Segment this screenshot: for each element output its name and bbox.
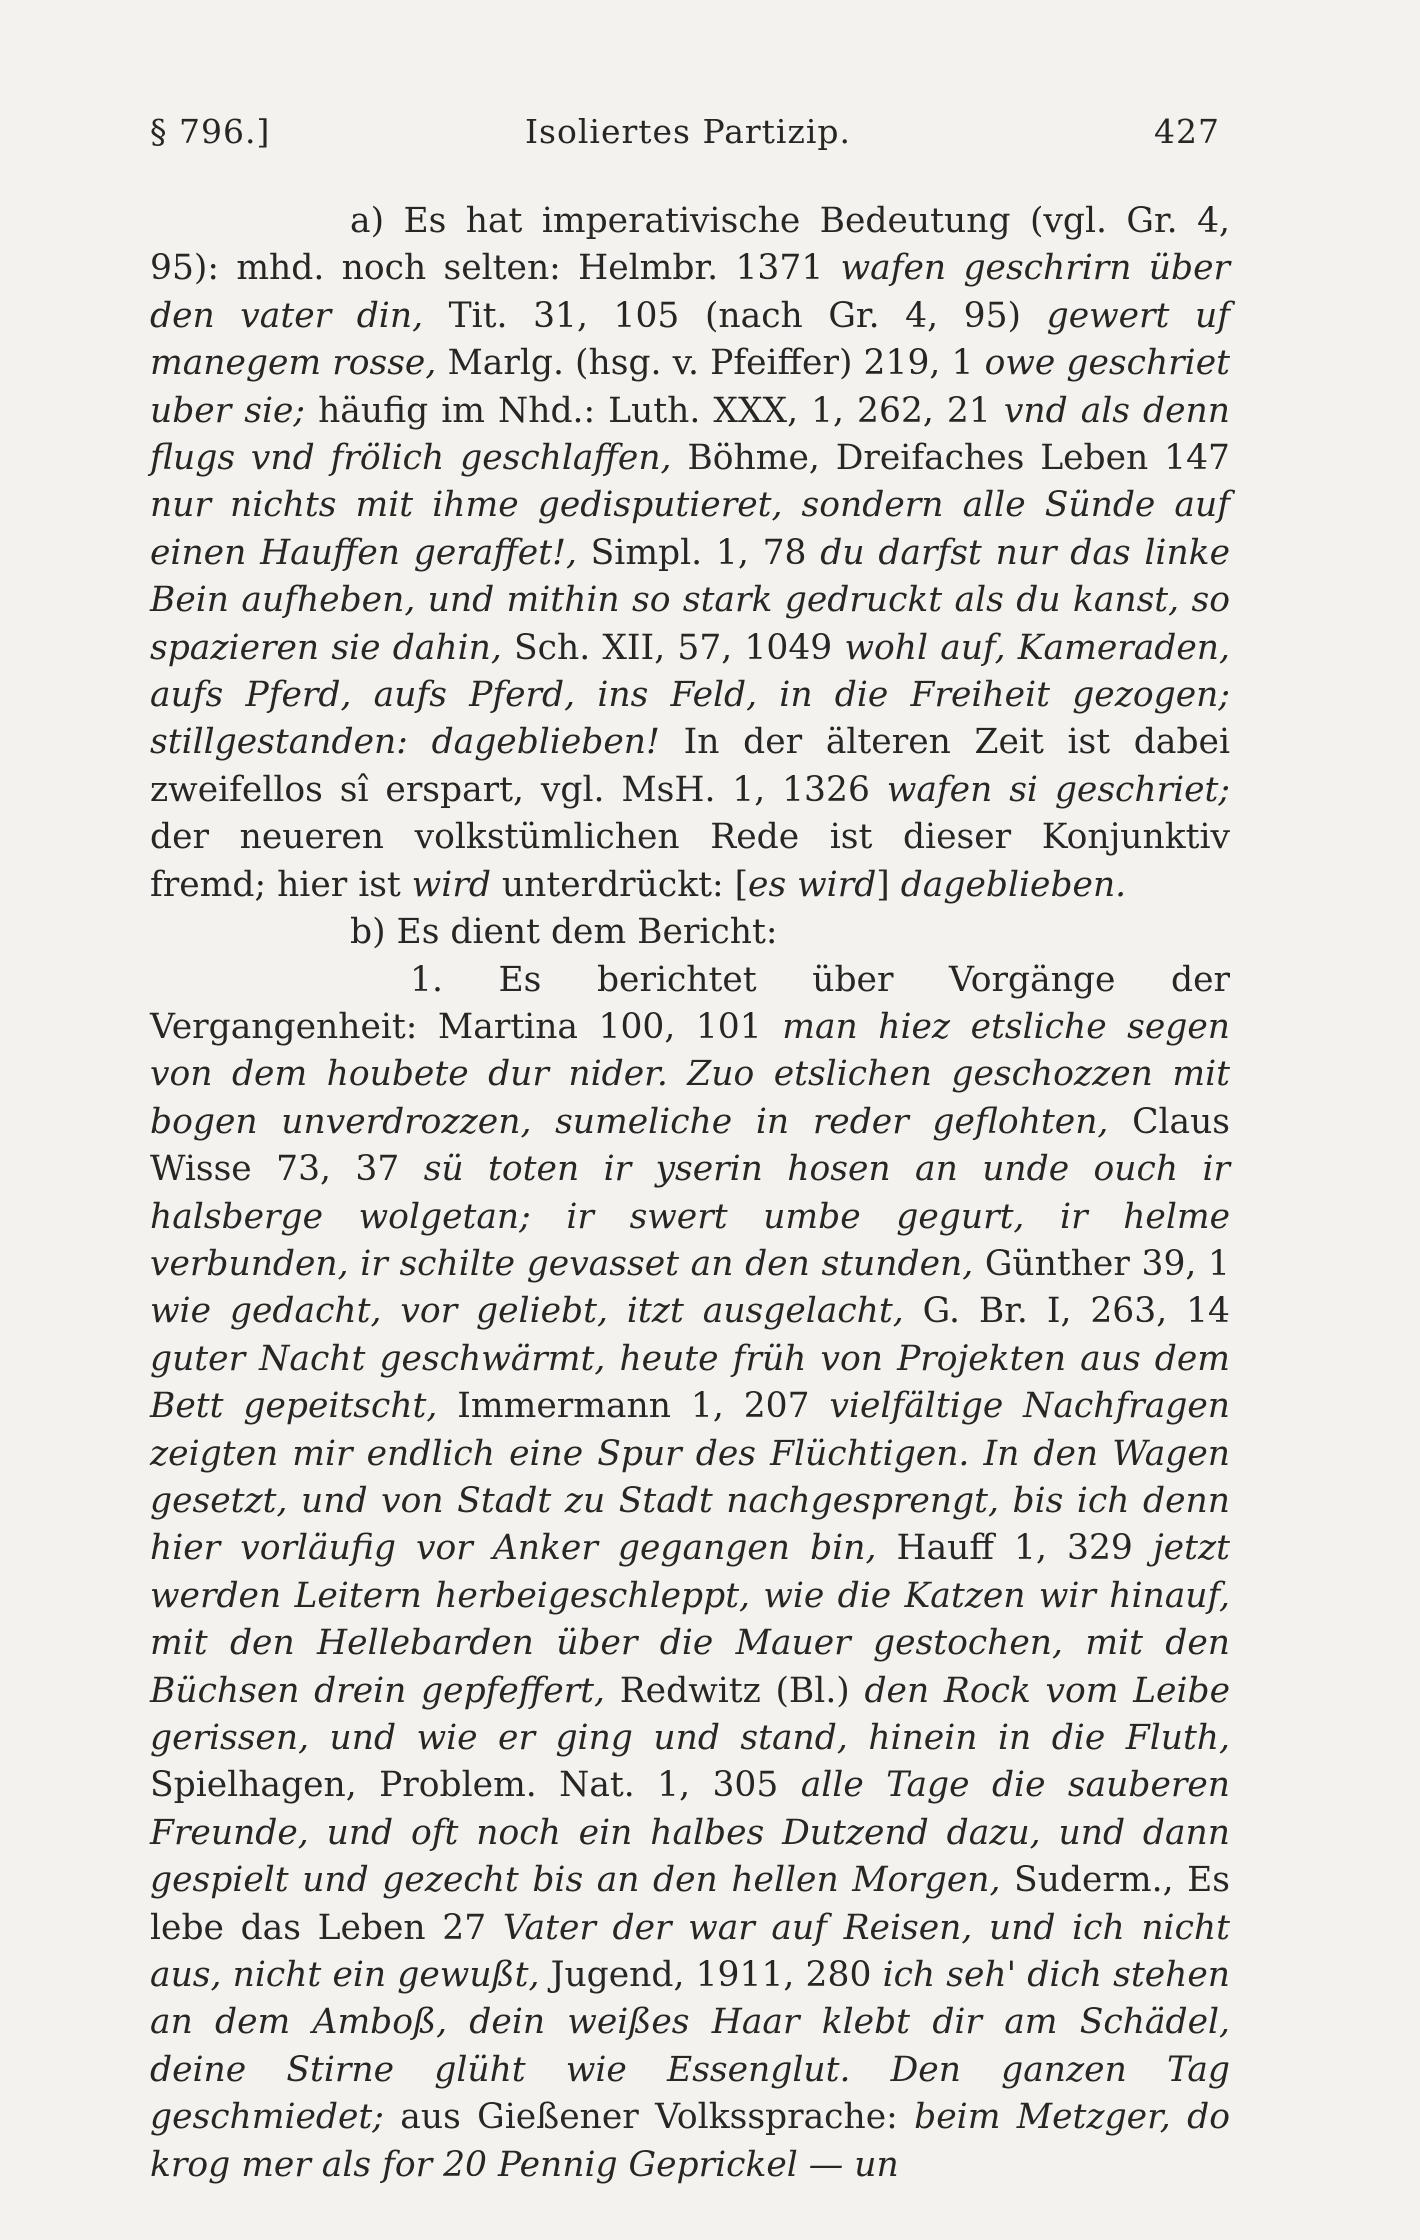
italic-quotation: vnd als denn flugs vnd frölich geschlaffen, bbox=[150, 390, 1230, 479]
italic-quotation: dageblieben. bbox=[900, 864, 1127, 905]
italic-quotation: gewert uf manegem rosse, bbox=[150, 295, 1230, 384]
italic-quotation: jetzt werden Leitern herbeigeschleppt, wie die Katzen wir hinauf, mit den Hellebarden über die Mauer gestochen, mit den Büchsen drein gepfeffert, bbox=[150, 1528, 1230, 1711]
text-run: ] bbox=[876, 864, 901, 905]
italic-quotation: wohl auf, Kameraden, aufs Pferd, aufs Pferd, ins Feld, in die Freiheit gezogen; stillgestanden: dageblieben! bbox=[150, 627, 1230, 763]
italic-quotation: wird bbox=[411, 864, 491, 905]
paragraph-b: b) Es dient dem Bericht: bbox=[350, 912, 778, 953]
text-run: Hauff 1, 329 bbox=[876, 1528, 1153, 1569]
italic-quotation: wafen geschrirn über den vater din, bbox=[150, 248, 1231, 336]
text-run: Böhme, Dreifaches Leben 147 bbox=[671, 438, 1230, 479]
text-run: häufig im Nhd.: Luth. XXX, 1, 262, 21 bbox=[305, 390, 1004, 431]
italic-quotation: owe geschriet uber sie; bbox=[150, 343, 1230, 431]
italic-quotation: du darfst nur das linke Bein aufheben, und mithin so stark gedruckt als du kanst, so spazieren sie dahin, bbox=[150, 532, 1230, 668]
italic-quotation: guter Nacht geschwärmt, heute früh von Projekten aus dem Bett gepeitscht, bbox=[150, 1338, 1230, 1427]
text-run: a) Es hat imperativische Bedeutung (vgl. Gr. 4, 95): mhd. noch selten: Helmbr. 1371 bbox=[150, 201, 1230, 289]
italic-quotation: wafen si geschriet; bbox=[886, 769, 1231, 810]
text-run: G. Br. I, 263, 14 bbox=[903, 1291, 1230, 1332]
text-run: Claus Wisse 73, 37 bbox=[150, 1101, 1231, 1190]
italic-quotation: ich seh' dich stehen an dem Amboß, dein weißes Haar klebt dir am Schädel, deine Stirne glüht wie Essenglut. Den ganzen Tag geschmiedet; bbox=[150, 1955, 1230, 2138]
italic-quotation: alle Tage die sauberen Freunde, und oft noch ein halbes Dutzend dazu, und dann gespielt und gezecht bis an den hellen Morgen, bbox=[150, 1765, 1231, 1901]
italic-quotation: nur nichts mit ihme gedisputieret, sondern alle Sünde auf einen Hauffen geraffet!, bbox=[150, 485, 1230, 573]
text-run: 1. Es berichtet über Vorgänge der Vergangenheit: Martina 100, 101 bbox=[150, 959, 1230, 1047]
italic-quotation: den Rock vom Leibe gerissen, und wie er ging und stand, hinein in die Fluth, bbox=[150, 1670, 1231, 1758]
italic-quotation: beim Metzger, do krog mer als for 20 Pennig Geprickel — un bbox=[150, 2097, 1230, 2185]
text-run: aus Gießener Volkssprache: bbox=[383, 2097, 915, 2138]
page-number: 427 bbox=[1154, 112, 1220, 151]
text-run: Jugend, 1911, 280 bbox=[539, 1955, 883, 1996]
italic-quotation: Vater der war auf Reisen, und ich nicht aus, nicht ein gewußt, bbox=[150, 1907, 1230, 1996]
section-marker: § 796.] bbox=[150, 112, 271, 151]
text-run: Redwitz (Bl.) bbox=[605, 1670, 865, 1711]
text-run: In der älteren Zeit ist dabei zweifellos sî erspart, vgl. MsH. 1, 1326 bbox=[150, 722, 1231, 810]
italic-quotation: vielfältige Nachfragen zeigten mir endlich eine Spur des Flüchtigen. In den Wagen gesetzt, und von Stadt zu Stadt nachgesprengt, bis ich denn hier vorläufig vor Anker gegangen bin, bbox=[150, 1386, 1230, 1569]
running-header bbox=[150, 112, 1220, 164]
italic-quotation: es wird bbox=[748, 864, 877, 905]
text-run: Suderm., Es lebe das Leben 27 bbox=[150, 1860, 1230, 1948]
running-title: Isoliertes Partizip. bbox=[525, 112, 852, 151]
paragraph-a bbox=[150, 198, 1230, 909]
text-run: Günther 39, 1 bbox=[973, 1243, 1230, 1284]
text-run: Tit. 31, 105 (nach Gr. 4, 95) bbox=[423, 295, 1047, 336]
text-run: Marlg. (hsg. v. Pfeiffer) 219, 1 bbox=[436, 343, 985, 384]
text-run: der neueren volkstümlichen Rede ist dieser Konjunktiv fremd; hier ist bbox=[150, 817, 1230, 905]
text-run: Sch. XII, 57, 1049 bbox=[501, 627, 845, 668]
italic-quotation: man hiez etsliche segen von dem houbete dur nider. Zuo etslichen geschozzen mit bogen unverdrozzen, sumeliche in reder geflohten, bbox=[150, 1006, 1230, 1142]
paragraph-b1 bbox=[150, 957, 1230, 2190]
italic-quotation: wie gedacht, vor geliebt, itzt ausgelacht, bbox=[150, 1291, 904, 1332]
text-run: Immermann 1, 207 bbox=[437, 1386, 830, 1427]
text-run: unterdrückt: [ bbox=[490, 864, 749, 905]
italic-quotation: sü toten ir yserin hosen an unde ouch ir halsberge wolgetan; ir swert umbe gegurt, ir helme verbunden, ir schilte gevasset an den stunden, bbox=[150, 1149, 1230, 1284]
text-run: Spielhagen, Problem. Nat. 1, 305 bbox=[150, 1765, 801, 1806]
text-run: Simpl. 1, 78 bbox=[576, 532, 821, 573]
body-text bbox=[150, 198, 1230, 2189]
